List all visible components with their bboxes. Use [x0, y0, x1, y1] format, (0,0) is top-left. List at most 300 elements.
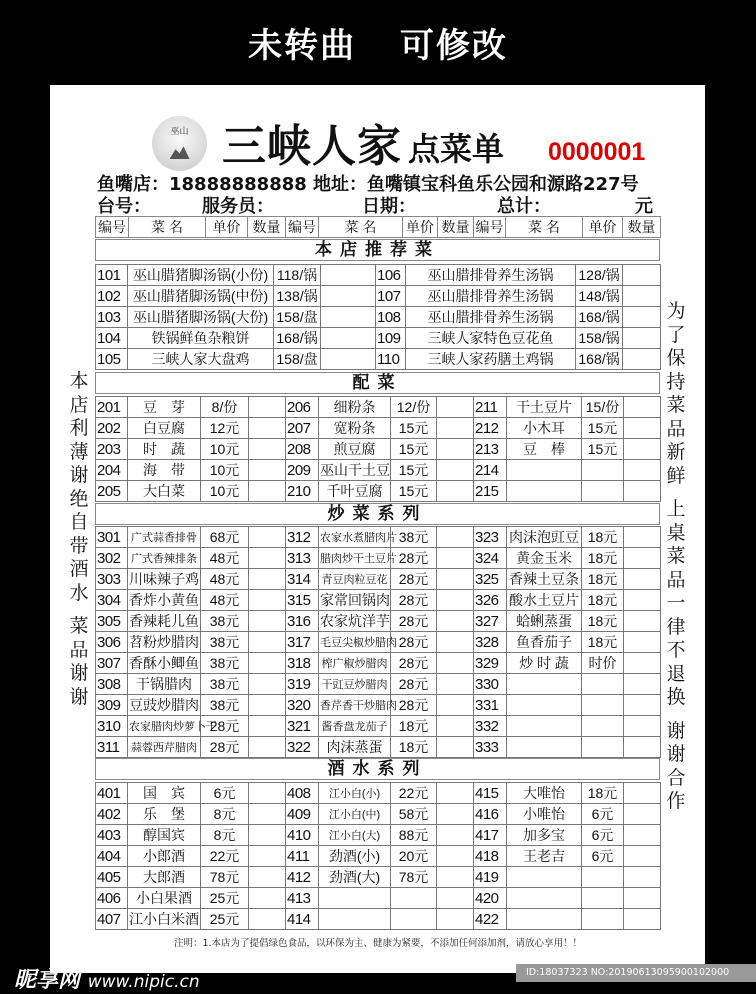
quantity-cell[interactable]	[624, 569, 661, 590]
dish-name: 毛豆尖椒炒腊肉	[319, 632, 391, 653]
dish-name: 海 带	[128, 460, 201, 481]
dish-name: 酱香盘龙茄子	[319, 716, 391, 737]
side-note-left	[68, 370, 90, 709]
table-row	[96, 825, 661, 846]
footer-note: 注明：1.本店为了提倡绿色食品，以环保为主、健康为紧要，不添加任何添加剂，请放心享用！！	[173, 938, 583, 949]
image-id: ID:18037323 NO:20190613095900102000	[516, 964, 756, 982]
dish-price: 15元	[391, 439, 437, 460]
dish-code: 311	[96, 737, 128, 758]
table-row	[96, 867, 661, 888]
dish-name: 香酥小鲫鱼	[128, 653, 201, 674]
dish-name	[507, 737, 582, 758]
dish-name: 江小白(中)	[319, 804, 391, 825]
dish-code: 214	[474, 460, 507, 481]
dish-name: 细粉条	[319, 397, 391, 418]
dish-price: 48元	[201, 548, 249, 569]
dish-price: 18元	[582, 632, 624, 653]
dish-name	[507, 460, 582, 481]
quantity-cell[interactable]	[437, 460, 474, 481]
dish-price: 12元	[201, 418, 249, 439]
dish-name: 农家炕洋芋	[319, 611, 391, 632]
quantity-cell[interactable]	[624, 397, 661, 418]
table-row	[96, 590, 661, 611]
dish-code: 410	[286, 825, 319, 846]
dish-name: 江小白(大)	[319, 825, 391, 846]
dish-code: 313	[286, 548, 319, 569]
side-note-char: 保	[666, 347, 686, 369]
quantity-cell[interactable]	[249, 527, 286, 548]
quantity-cell[interactable]	[437, 397, 474, 418]
quantity-cell[interactable]	[437, 804, 474, 825]
dish-price: 38元	[201, 611, 249, 632]
dish-price: 6元	[201, 783, 249, 804]
dish-name: 干锅腊肉	[128, 674, 201, 695]
dish-code: 105	[96, 349, 128, 370]
dish-name: 三峡人家药膳土鸡锅	[406, 349, 576, 370]
table-row	[96, 439, 661, 460]
quantity-cell[interactable]	[249, 632, 286, 653]
quantity-cell[interactable]	[249, 783, 286, 804]
dish-code: 409	[286, 804, 319, 825]
dish-code: 213	[474, 439, 507, 460]
dish-name: 国 宾	[128, 783, 201, 804]
quantity-cell[interactable]	[249, 888, 286, 909]
table-row	[96, 695, 661, 716]
quantity-cell[interactable]	[437, 825, 474, 846]
dish-code: 102	[96, 286, 128, 307]
quantity-cell[interactable]	[249, 909, 286, 930]
dish-price: 15/份	[582, 397, 624, 418]
quantity-cell[interactable]	[321, 286, 376, 307]
quantity-cell[interactable]	[624, 867, 661, 888]
yuan-label: 元	[635, 196, 653, 217]
quantity-cell[interactable]	[437, 569, 474, 590]
quantity-cell[interactable]	[624, 716, 661, 737]
dish-price: 68元	[201, 527, 249, 548]
side-note-char: 谢	[666, 743, 686, 765]
mountain-icon	[170, 145, 190, 159]
quantity-cell[interactable]	[249, 804, 286, 825]
dish-code: 411	[286, 846, 319, 867]
table-row	[96, 548, 661, 569]
dish-code: 318	[286, 653, 319, 674]
dish-code: 404	[96, 846, 128, 867]
quantity-cell[interactable]	[624, 439, 661, 460]
dish-name	[507, 481, 582, 502]
dish-price: 18元	[582, 611, 624, 632]
quantity-cell[interactable]	[437, 527, 474, 548]
dish-name: 豆 棒	[507, 439, 582, 460]
quantity-cell[interactable]	[437, 846, 474, 867]
dish-price: 28元	[391, 695, 437, 716]
side-note-char	[665, 710, 687, 720]
dish-name: 香辣耗儿鱼	[128, 611, 201, 632]
quantity-cell[interactable]	[624, 653, 661, 674]
dish-price: 28元	[391, 590, 437, 611]
dish-price: 28元	[391, 569, 437, 590]
side-note-char: 谢	[69, 662, 89, 684]
side-note-char: 薄	[69, 440, 89, 463]
dish-code: 210	[286, 481, 319, 502]
menu-table	[95, 396, 661, 502]
quantity-cell[interactable]	[437, 716, 474, 737]
dish-code: 322	[286, 737, 319, 758]
dish-price: 168/锅	[576, 349, 623, 370]
dish-name: 巫山腊猪脚汤锅(小份)	[128, 265, 274, 286]
dish-code: 328	[474, 632, 507, 653]
watermark-url: www.nipic.cn	[87, 972, 200, 992]
quantity-cell[interactable]	[437, 439, 474, 460]
column-header: 编号	[474, 217, 506, 238]
quantity-cell[interactable]	[624, 888, 661, 909]
quantity-cell[interactable]	[321, 349, 376, 370]
dish-name: 小木耳	[507, 418, 582, 439]
quantity-cell[interactable]	[437, 909, 474, 930]
store-info: 鱼嘴店：18888888888 地址：鱼嘴镇宝科鱼乐公园和源路227号	[97, 174, 639, 195]
quantity-cell[interactable]	[249, 590, 286, 611]
side-note-char: 换	[666, 686, 686, 708]
quantity-cell[interactable]	[624, 909, 661, 930]
dish-code: 412	[286, 867, 319, 888]
dish-price: 138/锅	[274, 286, 321, 307]
dish-name: 广式蒜香排骨	[128, 527, 201, 548]
column-header: 单价	[403, 217, 438, 238]
dish-code: 302	[96, 548, 128, 569]
quantity-cell[interactable]	[624, 527, 661, 548]
total-label: 总计：	[497, 196, 551, 217]
dish-price: 158/锅	[576, 328, 623, 349]
dish-name: 川味辣子鸡	[128, 569, 201, 590]
quantity-cell[interactable]	[623, 349, 661, 370]
dish-price: 10元	[201, 481, 249, 502]
quantity-cell[interactable]	[249, 695, 286, 716]
dish-price: 15元	[391, 460, 437, 481]
dish-name: 大白菜	[128, 481, 201, 502]
quantity-cell[interactable]	[437, 611, 474, 632]
quantity-cell[interactable]	[437, 548, 474, 569]
logo	[152, 116, 207, 171]
side-note-char: 不	[666, 639, 686, 661]
quantity-cell[interactable]	[624, 460, 661, 481]
dish-name: 巫山腊排骨养生汤锅	[406, 307, 576, 328]
quantity-cell[interactable]	[437, 418, 474, 439]
banner-text: 未转曲 可修改	[248, 26, 508, 66]
dish-name: 香芹香干炒腊肉	[319, 695, 391, 716]
dish-code: 323	[474, 527, 507, 548]
dish-price: 12/份	[391, 397, 437, 418]
quantity-cell[interactable]	[624, 418, 661, 439]
dish-code: 212	[474, 418, 507, 439]
dish-code: 109	[376, 328, 406, 349]
dish-price: 28元	[391, 611, 437, 632]
table-row	[96, 569, 661, 590]
dish-name: 巫山腊猪脚汤锅(中份)	[128, 286, 274, 307]
quantity-cell[interactable]	[249, 653, 286, 674]
dish-name: 肉沫泡豇豆	[507, 527, 582, 548]
quantity-cell[interactable]	[624, 632, 661, 653]
quantity-cell[interactable]	[437, 737, 474, 758]
dish-code: 321	[286, 716, 319, 737]
quantity-cell[interactable]	[249, 825, 286, 846]
side-note-char: 带	[69, 534, 89, 557]
restaurant-title: 三峡人家	[222, 121, 402, 172]
dish-price	[582, 737, 624, 758]
quantity-cell[interactable]	[249, 439, 286, 460]
dish-price: 38元	[201, 653, 249, 674]
quantity-cell[interactable]	[624, 846, 661, 867]
table-row	[96, 286, 661, 307]
quantity-cell[interactable]	[249, 569, 286, 590]
dish-price	[582, 481, 624, 502]
dish-price: 18元	[582, 527, 624, 548]
dish-code: 316	[286, 611, 319, 632]
side-note-char: 水	[69, 581, 89, 604]
quantity-cell[interactable]	[249, 611, 286, 632]
dish-code: 330	[474, 674, 507, 695]
quantity-cell[interactable]	[624, 481, 661, 502]
quantity-cell[interactable]	[249, 548, 286, 569]
quantity-cell[interactable]	[624, 804, 661, 825]
dish-name: 白豆腐	[128, 418, 201, 439]
quantity-cell[interactable]	[437, 867, 474, 888]
dish-price: 78元	[391, 867, 437, 888]
column-header: 菜 名	[319, 217, 403, 238]
quantity-cell[interactable]	[249, 418, 286, 439]
dish-code: 408	[286, 783, 319, 804]
dish-name: 豆豉炒腊肉	[128, 695, 201, 716]
side-note-char: 一	[666, 592, 686, 614]
dish-price: 20元	[391, 846, 437, 867]
quantity-cell[interactable]	[249, 481, 286, 502]
column-header: 菜 名	[506, 217, 583, 238]
side-note-char: 律	[666, 615, 686, 638]
dish-price: 168/锅	[576, 307, 623, 328]
quantity-cell[interactable]	[249, 867, 286, 888]
dish-price: 28元	[391, 674, 437, 695]
quantity-cell[interactable]	[624, 590, 661, 611]
dish-code: 202	[96, 418, 128, 439]
dish-price: 10元	[201, 460, 249, 481]
quantity-cell[interactable]	[623, 265, 661, 286]
quantity-cell[interactable]	[249, 397, 286, 418]
dish-name: 三峡人家大盘鸡	[128, 349, 274, 370]
dish-price: 128/锅	[576, 265, 623, 286]
dish-name: 蒜蓉西芹腊肉	[128, 737, 201, 758]
quantity-cell[interactable]	[321, 328, 376, 349]
dish-price: 15元	[391, 481, 437, 502]
quantity-cell[interactable]	[437, 632, 474, 653]
quantity-cell[interactable]	[624, 611, 661, 632]
quantity-cell[interactable]	[624, 674, 661, 695]
side-note-right	[665, 300, 687, 814]
quantity-cell[interactable]	[624, 695, 661, 716]
dish-price	[582, 867, 624, 888]
dish-price: 38元	[201, 632, 249, 653]
dish-name	[319, 888, 391, 909]
quantity-cell[interactable]	[437, 783, 474, 804]
quantity-cell[interactable]	[437, 590, 474, 611]
dish-name: 江小白(小)	[319, 783, 391, 804]
dish-price: 18元	[582, 548, 624, 569]
dish-name: 时 蔬	[128, 439, 201, 460]
quantity-cell[interactable]	[321, 265, 376, 286]
dish-code: 305	[96, 611, 128, 632]
dish-code: 417	[474, 825, 507, 846]
dish-code: 402	[96, 804, 128, 825]
side-note-char: 店	[69, 393, 89, 416]
dish-code: 303	[96, 569, 128, 590]
quantity-cell[interactable]	[623, 328, 661, 349]
section-title: 配菜	[95, 372, 660, 394]
dish-name: 王老吉	[507, 846, 582, 867]
column-header: 数量	[248, 217, 286, 238]
menu-table	[95, 782, 661, 930]
dish-price: 18元	[582, 590, 624, 611]
dish-price: 28元	[391, 632, 437, 653]
side-note-char: 合	[666, 766, 686, 789]
date-label: 日期：	[362, 196, 416, 217]
quantity-cell[interactable]	[437, 888, 474, 909]
dish-name	[507, 888, 582, 909]
dish-code: 317	[286, 632, 319, 653]
table-row	[96, 737, 661, 758]
table-row	[96, 716, 661, 737]
quantity-cell[interactable]	[321, 307, 376, 328]
watermark-brand: 昵享网	[14, 968, 81, 993]
dish-code: 107	[376, 286, 406, 307]
dish-price: 18元	[391, 716, 437, 737]
side-note-char	[68, 605, 90, 615]
dish-price: 8元	[201, 825, 249, 846]
side-note-char: 品	[69, 638, 89, 661]
dish-name: 小唯怡	[507, 804, 582, 825]
dish-name: 广式香辣排条	[128, 548, 201, 569]
table-row	[96, 653, 661, 674]
dish-price: 8元	[201, 804, 249, 825]
dish-code: 331	[474, 695, 507, 716]
dish-code: 324	[474, 548, 507, 569]
side-note-char: 菜	[666, 545, 686, 567]
dish-code: 403	[96, 825, 128, 846]
dish-price	[582, 674, 624, 695]
waiter-label: 服务员：	[202, 196, 274, 217]
table-row	[96, 460, 661, 481]
dish-price: 8/份	[201, 397, 249, 418]
dish-code: 333	[474, 737, 507, 758]
menu-table	[95, 264, 661, 370]
dish-code: 310	[96, 716, 128, 737]
dish-code: 207	[286, 418, 319, 439]
quantity-cell[interactable]	[249, 674, 286, 695]
dish-code: 206	[286, 397, 319, 418]
side-note-char: 利	[69, 417, 89, 439]
side-note-char: 为	[666, 300, 686, 322]
dish-price: 22元	[391, 783, 437, 804]
quantity-cell[interactable]	[249, 460, 286, 481]
dish-code: 308	[96, 674, 128, 695]
quantity-cell[interactable]	[249, 846, 286, 867]
dish-name: 江小白米酒	[128, 909, 201, 930]
dish-name: 家常回锅肉	[319, 590, 391, 611]
side-note-char	[665, 488, 687, 498]
dish-code: 108	[376, 307, 406, 328]
dish-name: 农家水煮腊肉片	[319, 527, 391, 548]
column-header: 编号	[286, 217, 319, 238]
dish-code: 215	[474, 481, 507, 502]
dish-name: 煎豆腐	[319, 439, 391, 460]
dish-name: 炒 时 蔬	[507, 653, 582, 674]
table-row	[96, 674, 661, 695]
quantity-cell[interactable]	[624, 783, 661, 804]
menu-subtitle: 点菜单	[408, 130, 505, 168]
dish-code: 201	[96, 397, 128, 418]
dish-name: 加多宝	[507, 825, 582, 846]
column-header: 单价	[206, 217, 248, 238]
quantity-cell[interactable]	[249, 737, 286, 758]
dish-code: 312	[286, 527, 319, 548]
quantity-cell[interactable]	[437, 674, 474, 695]
table-row	[96, 888, 661, 909]
quantity-cell[interactable]	[624, 737, 661, 758]
dish-name: 巫山干土豆	[319, 460, 391, 481]
dish-price: 58元	[391, 804, 437, 825]
side-note-char: 退	[666, 662, 686, 685]
side-note-char: 鲜	[666, 464, 686, 487]
quantity-cell[interactable]	[624, 548, 661, 569]
quantity-cell[interactable]	[437, 695, 474, 716]
quantity-cell[interactable]	[437, 481, 474, 502]
side-note-char: 了	[666, 323, 686, 346]
side-note-char: 谢	[69, 464, 89, 486]
dish-name: 干土豆片	[507, 397, 582, 418]
table-row	[96, 307, 661, 328]
dish-name	[507, 867, 582, 888]
dish-name: 青豆肉粒豆花	[319, 569, 391, 590]
table-row	[96, 481, 661, 502]
column-header: 数量	[438, 217, 474, 238]
dish-name: 酸水土豆片	[507, 590, 582, 611]
dish-name: 大郎酒	[128, 867, 201, 888]
quantity-cell[interactable]	[249, 716, 286, 737]
quantity-cell[interactable]	[624, 825, 661, 846]
quantity-cell[interactable]	[623, 307, 661, 328]
dish-name: 醇国宾	[128, 825, 201, 846]
table-row	[96, 846, 661, 867]
quantity-cell[interactable]	[437, 653, 474, 674]
dish-price: 158/盘	[274, 349, 321, 370]
dish-price: 15元	[582, 418, 624, 439]
dish-name: 铁锅鲜鱼杂粮饼	[128, 328, 274, 349]
quantity-cell[interactable]	[623, 286, 661, 307]
dish-price: 28元	[391, 653, 437, 674]
side-note-char: 桌	[666, 521, 686, 544]
side-note-char: 谢	[69, 685, 89, 708]
side-note-char: 酒	[69, 558, 89, 580]
dish-price: 28元	[201, 716, 249, 737]
dish-price: 38元	[391, 527, 437, 548]
dish-code: 418	[474, 846, 507, 867]
column-header: 数量	[623, 217, 661, 238]
side-note-char: 菜	[69, 615, 89, 637]
dish-name: 榨广椒炒腊肉	[319, 653, 391, 674]
dish-price: 28元	[391, 548, 437, 569]
dish-name: 劲酒(小)	[319, 846, 391, 867]
table-number-label: 台号：	[97, 196, 151, 217]
dish-code: 306	[96, 632, 128, 653]
side-note-char: 作	[666, 790, 686, 812]
dish-code: 419	[474, 867, 507, 888]
dish-price	[582, 716, 624, 737]
